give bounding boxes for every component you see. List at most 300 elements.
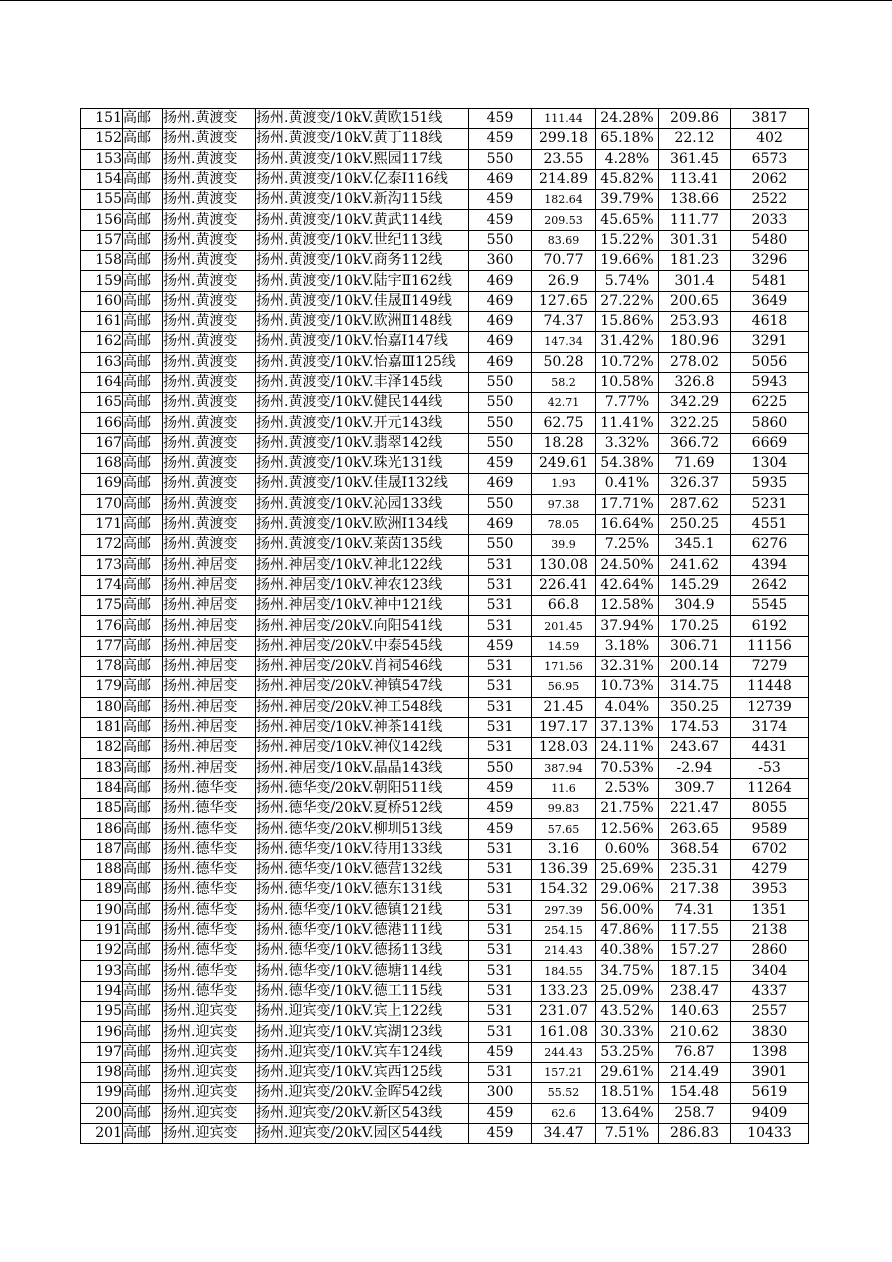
capacity-kva-cell: 4431 <box>731 738 809 758</box>
table-row <box>81 311 809 331</box>
capacity-cell: 550 <box>469 372 532 392</box>
row-index-cell: 200 <box>81 1103 123 1123</box>
capacity-cell: 459 <box>469 190 532 210</box>
substation-cell: 扬州.黄渡变 <box>163 109 256 129</box>
substation-cell: 扬州.黄渡变 <box>163 372 256 392</box>
table-row <box>81 474 809 494</box>
table-row <box>81 819 809 839</box>
capacity-cell: 531 <box>469 738 532 758</box>
row-index-cell: 191 <box>81 920 123 940</box>
county-cell: 高邮 <box>123 1083 163 1103</box>
capacity-cell: 459 <box>469 1042 532 1062</box>
capacity-cell: 531 <box>469 961 532 981</box>
margin-cell: 76.87 <box>659 1042 731 1062</box>
capacity-cell: 459 <box>469 778 532 798</box>
load-cell: 70.77 <box>532 251 596 271</box>
capacity-cell: 459 <box>469 1103 532 1123</box>
table-row <box>81 514 809 534</box>
load-rate-cell: 24.28% <box>596 109 659 129</box>
capacity-cell: 550 <box>469 758 532 778</box>
county-cell: 高邮 <box>123 778 163 798</box>
table-row <box>81 1002 809 1022</box>
substation-cell: 扬州.神居变 <box>163 738 256 758</box>
margin-cell: 187.15 <box>659 961 731 981</box>
county-cell: 高邮 <box>123 190 163 210</box>
row-index-cell: 176 <box>81 616 123 636</box>
margin-cell: 301.4 <box>659 271 731 291</box>
load-cell: 11.6 <box>532 778 596 798</box>
feeder-line-cell: 扬州.黄渡变/10kV.陆宇Ⅱ162线 <box>256 271 469 291</box>
load-cell: 214.89 <box>532 169 596 189</box>
load-rate-cell: 2.53% <box>596 778 659 798</box>
county-cell: 高邮 <box>123 859 163 879</box>
margin-cell: 361.45 <box>659 149 731 169</box>
county-cell: 高邮 <box>123 575 163 595</box>
substation-cell: 扬州.神居变 <box>163 697 256 717</box>
capacity-kva-cell: 4337 <box>731 981 809 1001</box>
feeder-line-cell: 扬州.德华变/10kV.德塘114线 <box>256 961 469 981</box>
margin-cell: 210.62 <box>659 1022 731 1042</box>
capacity-kva-cell: 3817 <box>731 109 809 129</box>
capacity-cell: 531 <box>469 555 532 575</box>
feeder-line-cell: 扬州.黄渡变/10kV.商务112线 <box>256 251 469 271</box>
feeder-line-cell: 扬州.神居变/20kV.中泰545线 <box>256 636 469 656</box>
capacity-cell: 531 <box>469 941 532 961</box>
county-cell: 高邮 <box>123 1103 163 1123</box>
capacity-cell: 531 <box>469 900 532 920</box>
feeder-line-cell: 扬州.黄渡变/10kV.佳晟Ⅱ149线 <box>256 291 469 311</box>
capacity-cell: 531 <box>469 920 532 940</box>
margin-cell: 217.38 <box>659 880 731 900</box>
row-index-cell: 195 <box>81 1002 123 1022</box>
feeder-line-cell: 扬州.德华变/10kV.德扬113线 <box>256 941 469 961</box>
substation-cell: 扬州.神居变 <box>163 616 256 636</box>
capacity-kva-cell: 6702 <box>731 839 809 859</box>
feeder-line-cell: 扬州.神居变/20kV.肖祠546线 <box>256 657 469 677</box>
table-row <box>81 433 809 453</box>
row-index-cell: 155 <box>81 190 123 210</box>
capacity-kva-cell: 10433 <box>731 1123 809 1143</box>
load-rate-cell: 0.41% <box>596 474 659 494</box>
capacity-kva-cell: 1398 <box>731 1042 809 1062</box>
capacity-cell: 469 <box>469 169 532 189</box>
feeder-line-cell: 扬州.迎宾变/20kV.新区543线 <box>256 1103 469 1123</box>
capacity-cell: 469 <box>469 352 532 372</box>
load-rate-cell: 19.66% <box>596 251 659 271</box>
feeder-line-cell: 扬州.黄渡变/10kV.黄丁118线 <box>256 129 469 149</box>
row-index-cell: 166 <box>81 413 123 433</box>
capacity-cell: 469 <box>469 474 532 494</box>
load-rate-cell: 4.28% <box>596 149 659 169</box>
capacity-kva-cell: 11448 <box>731 677 809 697</box>
capacity-kva-cell: 6225 <box>731 393 809 413</box>
row-index-cell: 159 <box>81 271 123 291</box>
row-index-cell: 164 <box>81 372 123 392</box>
feeder-line-cell: 扬州.神居变/20kV.神工548线 <box>256 697 469 717</box>
margin-cell: 342.29 <box>659 393 731 413</box>
load-cell: 62.6 <box>532 1103 596 1123</box>
load-rate-cell: 11.41% <box>596 413 659 433</box>
feeder-line-cell: 扬州.德华变/10kV.德东131线 <box>256 880 469 900</box>
row-index-cell: 198 <box>81 1062 123 1082</box>
row-index-cell: 173 <box>81 555 123 575</box>
capacity-cell: 550 <box>469 393 532 413</box>
load-cell: 133.23 <box>532 981 596 1001</box>
load-cell: 209.53 <box>532 210 596 230</box>
capacity-kva-cell: 6573 <box>731 149 809 169</box>
table-row <box>81 129 809 149</box>
table-row <box>81 149 809 169</box>
table-row <box>81 332 809 352</box>
load-rate-cell: 21.75% <box>596 799 659 819</box>
capacity-cell: 469 <box>469 271 532 291</box>
feeder-line-cell: 扬州.德华变/20kV.朝阳511线 <box>256 778 469 798</box>
substation-cell: 扬州.迎宾变 <box>163 1042 256 1062</box>
feeder-line-cell: 扬州.黄渡变/10kV.丰泽145线 <box>256 372 469 392</box>
substation-cell: 扬州.神居变 <box>163 758 256 778</box>
substation-cell: 扬州.黄渡变 <box>163 454 256 474</box>
load-cell: 171.56 <box>532 657 596 677</box>
load-cell: 62.75 <box>532 413 596 433</box>
substation-cell: 扬州.迎宾变 <box>163 1062 256 1082</box>
load-cell: 161.08 <box>532 1022 596 1042</box>
county-cell: 高邮 <box>123 474 163 494</box>
capacity-cell: 469 <box>469 332 532 352</box>
row-index-cell: 181 <box>81 717 123 737</box>
feeder-line-cell: 扬州.黄渡变/10kV.黄欧151线 <box>256 109 469 129</box>
capacity-kva-cell: 1351 <box>731 900 809 920</box>
county-cell: 高邮 <box>123 109 163 129</box>
table-row <box>81 859 809 879</box>
table-row <box>81 657 809 677</box>
load-cell: 14.59 <box>532 636 596 656</box>
load-rate-cell: 16.64% <box>596 514 659 534</box>
load-cell: 55.52 <box>532 1083 596 1103</box>
substation-cell: 扬州.神居变 <box>163 657 256 677</box>
county-cell: 高邮 <box>123 251 163 271</box>
row-index-cell: 201 <box>81 1123 123 1143</box>
table-row <box>81 352 809 372</box>
capacity-kva-cell: 5935 <box>731 474 809 494</box>
substation-cell: 扬州.神居变 <box>163 636 256 656</box>
table-row <box>81 636 809 656</box>
capacity-kva-cell: 12739 <box>731 697 809 717</box>
capacity-kva-cell: 2522 <box>731 190 809 210</box>
feeder-line-cell: 扬州.黄渡变/10kV.沁园133线 <box>256 494 469 514</box>
county-cell: 高邮 <box>123 352 163 372</box>
load-rate-cell: 10.73% <box>596 677 659 697</box>
feeder-line-cell: 扬州.黄渡变/10kV.佳晟Ⅰ132线 <box>256 474 469 494</box>
capacity-cell: 531 <box>469 880 532 900</box>
table-row <box>81 697 809 717</box>
load-rate-cell: 37.13% <box>596 717 659 737</box>
feeder-line-cell: 扬州.迎宾变/10kV.宾上122线 <box>256 1002 469 1022</box>
feeder-line-cell: 扬州.黄渡变/10kV.欧洲Ⅰ134线 <box>256 514 469 534</box>
load-cell: 111.44 <box>532 109 596 129</box>
row-index-cell: 197 <box>81 1042 123 1062</box>
capacity-kva-cell: 11264 <box>731 778 809 798</box>
row-index-cell: 170 <box>81 494 123 514</box>
capacity-kva-cell: 6276 <box>731 535 809 555</box>
substation-cell: 扬州.黄渡变 <box>163 311 256 331</box>
feeder-line-cell: 扬州.黄渡变/10kV.珠光131线 <box>256 454 469 474</box>
row-index-cell: 193 <box>81 961 123 981</box>
capacity-cell: 531 <box>469 1022 532 1042</box>
row-index-cell: 178 <box>81 657 123 677</box>
feeder-line-cell: 扬州.德华变/20kV.夏桥512线 <box>256 799 469 819</box>
row-index-cell: 163 <box>81 352 123 372</box>
substation-cell: 扬州.神居变 <box>163 677 256 697</box>
substation-cell: 扬州.黄渡变 <box>163 494 256 514</box>
substation-cell: 扬州.德华变 <box>163 900 256 920</box>
margin-cell: 181.23 <box>659 251 731 271</box>
load-cell: 1.93 <box>532 474 596 494</box>
capacity-kva-cell: 11156 <box>731 636 809 656</box>
load-cell: 23.55 <box>532 149 596 169</box>
load-rate-cell: 65.18% <box>596 129 659 149</box>
capacity-kva-cell: 5056 <box>731 352 809 372</box>
capacity-kva-cell: 3404 <box>731 961 809 981</box>
capacity-kva-cell: 402 <box>731 129 809 149</box>
capacity-cell: 550 <box>469 433 532 453</box>
capacity-kva-cell: 6192 <box>731 616 809 636</box>
page-top-rule <box>0 0 892 1</box>
load-rate-cell: 5.74% <box>596 271 659 291</box>
table-row <box>81 1103 809 1123</box>
margin-cell: 287.62 <box>659 494 731 514</box>
margin-cell: 117.55 <box>659 920 731 940</box>
feeder-line-cell: 扬州.神居变/10kV.晶晶143线 <box>256 758 469 778</box>
table-row <box>81 109 809 129</box>
row-index-cell: 165 <box>81 393 123 413</box>
substation-cell: 扬州.德华变 <box>163 961 256 981</box>
table-row <box>81 616 809 636</box>
load-rate-cell: 7.25% <box>596 535 659 555</box>
substation-cell: 扬州.德华变 <box>163 880 256 900</box>
load-cell: 57.65 <box>532 819 596 839</box>
load-cell: 297.39 <box>532 900 596 920</box>
substation-cell: 扬州.黄渡变 <box>163 129 256 149</box>
county-cell: 高邮 <box>123 1062 163 1082</box>
row-index-cell: 199 <box>81 1083 123 1103</box>
table-body <box>81 109 809 1144</box>
margin-cell: 221.47 <box>659 799 731 819</box>
capacity-kva-cell: 3649 <box>731 291 809 311</box>
load-cell: 39.9 <box>532 535 596 555</box>
substation-cell: 扬州.德华变 <box>163 920 256 940</box>
substation-cell: 扬州.迎宾变 <box>163 1103 256 1123</box>
margin-cell: 145.29 <box>659 575 731 595</box>
capacity-kva-cell: 5860 <box>731 413 809 433</box>
margin-cell: 314.75 <box>659 677 731 697</box>
load-cell: 58.2 <box>532 372 596 392</box>
substation-cell: 扬州.德华变 <box>163 981 256 1001</box>
margin-cell: 326.8 <box>659 372 731 392</box>
table-row <box>81 413 809 433</box>
table-row <box>81 1123 809 1143</box>
row-index-cell: 161 <box>81 311 123 331</box>
capacity-cell: 531 <box>469 1002 532 1022</box>
load-cell: 56.95 <box>532 677 596 697</box>
margin-cell: 180.96 <box>659 332 731 352</box>
capacity-kva-cell: 4394 <box>731 555 809 575</box>
county-cell: 高邮 <box>123 819 163 839</box>
margin-cell: 111.77 <box>659 210 731 230</box>
table-row <box>81 981 809 1001</box>
load-rate-cell: 3.18% <box>596 636 659 656</box>
feeder-line-cell: 扬州.神居变/10kV.神农123线 <box>256 575 469 595</box>
capacity-cell: 469 <box>469 514 532 534</box>
row-index-cell: 167 <box>81 433 123 453</box>
capacity-kva-cell: 4551 <box>731 514 809 534</box>
margin-cell: 350.25 <box>659 697 731 717</box>
capacity-cell: 550 <box>469 413 532 433</box>
row-index-cell: 162 <box>81 332 123 352</box>
load-cell: 128.03 <box>532 738 596 758</box>
load-cell: 254.15 <box>532 920 596 940</box>
capacity-kva-cell: 1304 <box>731 454 809 474</box>
margin-cell: 174.53 <box>659 717 731 737</box>
substation-cell: 扬州.黄渡变 <box>163 352 256 372</box>
county-cell: 高邮 <box>123 596 163 616</box>
table-row <box>81 494 809 514</box>
load-cell: 42.71 <box>532 393 596 413</box>
table-row <box>81 454 809 474</box>
load-cell: 154.32 <box>532 880 596 900</box>
capacity-cell: 459 <box>469 454 532 474</box>
capacity-cell: 531 <box>469 677 532 697</box>
load-rate-cell: 25.69% <box>596 859 659 879</box>
county-cell: 高邮 <box>123 291 163 311</box>
capacity-kva-cell: 2642 <box>731 575 809 595</box>
table-row <box>81 1083 809 1103</box>
county-cell: 高邮 <box>123 271 163 291</box>
capacity-cell: 550 <box>469 149 532 169</box>
capacity-cell: 550 <box>469 230 532 250</box>
margin-cell: 235.31 <box>659 859 731 879</box>
row-index-cell: 151 <box>81 109 123 129</box>
capacity-kva-cell: 2062 <box>731 169 809 189</box>
table-row <box>81 1062 809 1082</box>
load-rate-cell: 40.38% <box>596 941 659 961</box>
capacity-cell: 531 <box>469 596 532 616</box>
capacity-cell: 469 <box>469 311 532 331</box>
feeder-line-cell: 扬州.黄渡变/10kV.开元143线 <box>256 413 469 433</box>
margin-cell: 140.63 <box>659 1002 731 1022</box>
capacity-kva-cell: 3291 <box>731 332 809 352</box>
load-cell: 201.45 <box>532 616 596 636</box>
capacity-cell: 459 <box>469 1123 532 1143</box>
county-cell: 高邮 <box>123 677 163 697</box>
feeder-line-cell: 扬州.德华变/10kV.德工115线 <box>256 981 469 1001</box>
table-row <box>81 799 809 819</box>
margin-cell: 209.86 <box>659 109 731 129</box>
load-rate-cell: 0.60% <box>596 839 659 859</box>
county-cell: 高邮 <box>123 311 163 331</box>
load-rate-cell: 45.65% <box>596 210 659 230</box>
substation-cell: 扬州.黄渡变 <box>163 169 256 189</box>
feeder-line-cell: 扬州.黄渡变/10kV.欧洲Ⅱ148线 <box>256 311 469 331</box>
margin-cell: 286.83 <box>659 1123 731 1143</box>
substation-cell: 扬州.德华变 <box>163 859 256 879</box>
capacity-kva-cell: 9589 <box>731 819 809 839</box>
load-rate-cell: 4.04% <box>596 697 659 717</box>
capacity-kva-cell: -53 <box>731 758 809 778</box>
substation-cell: 扬州.黄渡变 <box>163 474 256 494</box>
feeder-line-cell: 扬州.黄渡变/10kV.世纪113线 <box>256 230 469 250</box>
load-cell: 214.43 <box>532 941 596 961</box>
feeder-line-cell: 扬州.黄渡变/10kV.怡嘉Ⅰ147线 <box>256 332 469 352</box>
capacity-cell: 550 <box>469 535 532 555</box>
capacity-kva-cell: 9409 <box>731 1103 809 1123</box>
load-rate-cell: 70.53% <box>596 758 659 778</box>
capacity-cell: 531 <box>469 616 532 636</box>
county-cell: 高邮 <box>123 393 163 413</box>
county-cell: 高邮 <box>123 210 163 230</box>
capacity-cell: 531 <box>469 981 532 1001</box>
table-row <box>81 372 809 392</box>
county-cell: 高邮 <box>123 880 163 900</box>
row-index-cell: 158 <box>81 251 123 271</box>
substation-cell: 扬州.黄渡变 <box>163 535 256 555</box>
substation-cell: 扬州.迎宾变 <box>163 1002 256 1022</box>
load-rate-cell: 29.61% <box>596 1062 659 1082</box>
load-cell: 157.21 <box>532 1062 596 1082</box>
load-rate-cell: 17.71% <box>596 494 659 514</box>
margin-cell: 113.41 <box>659 169 731 189</box>
margin-cell: 241.62 <box>659 555 731 575</box>
load-cell: 74.37 <box>532 311 596 331</box>
feeder-line-cell: 扬州.神居变/10kV.神中121线 <box>256 596 469 616</box>
row-index-cell: 172 <box>81 535 123 555</box>
row-index-cell: 177 <box>81 636 123 656</box>
load-rate-cell: 12.56% <box>596 819 659 839</box>
table-row <box>81 900 809 920</box>
substation-cell: 扬州.德华变 <box>163 819 256 839</box>
margin-cell: 74.31 <box>659 900 731 920</box>
county-cell: 高邮 <box>123 1022 163 1042</box>
county-cell: 高邮 <box>123 697 163 717</box>
load-cell: 66.8 <box>532 596 596 616</box>
capacity-cell: 531 <box>469 839 532 859</box>
capacity-cell: 459 <box>469 636 532 656</box>
county-cell: 高邮 <box>123 230 163 250</box>
margin-cell: 138.66 <box>659 190 731 210</box>
capacity-kva-cell: 5943 <box>731 372 809 392</box>
margin-cell: 200.65 <box>659 291 731 311</box>
load-rate-cell: 10.58% <box>596 372 659 392</box>
capacity-kva-cell: 3174 <box>731 717 809 737</box>
load-rate-cell: 24.11% <box>596 738 659 758</box>
substation-cell: 扬州.德华变 <box>163 799 256 819</box>
capacity-cell: 531 <box>469 859 532 879</box>
table-row <box>81 920 809 940</box>
row-index-cell: 171 <box>81 514 123 534</box>
table-row <box>81 677 809 697</box>
feeder-line-cell: 扬州.迎宾变/20kV.金晖542线 <box>256 1083 469 1103</box>
margin-cell: 157.27 <box>659 941 731 961</box>
load-cell: 18.28 <box>532 433 596 453</box>
load-rate-cell: 53.25% <box>596 1042 659 1062</box>
county-cell: 高邮 <box>123 738 163 758</box>
load-rate-cell: 29.06% <box>596 880 659 900</box>
load-cell: 147.34 <box>532 332 596 352</box>
margin-cell: 368.54 <box>659 839 731 859</box>
capacity-kva-cell: 8055 <box>731 799 809 819</box>
load-cell: 184.55 <box>532 961 596 981</box>
load-rate-cell: 7.77% <box>596 393 659 413</box>
row-index-cell: 160 <box>81 291 123 311</box>
